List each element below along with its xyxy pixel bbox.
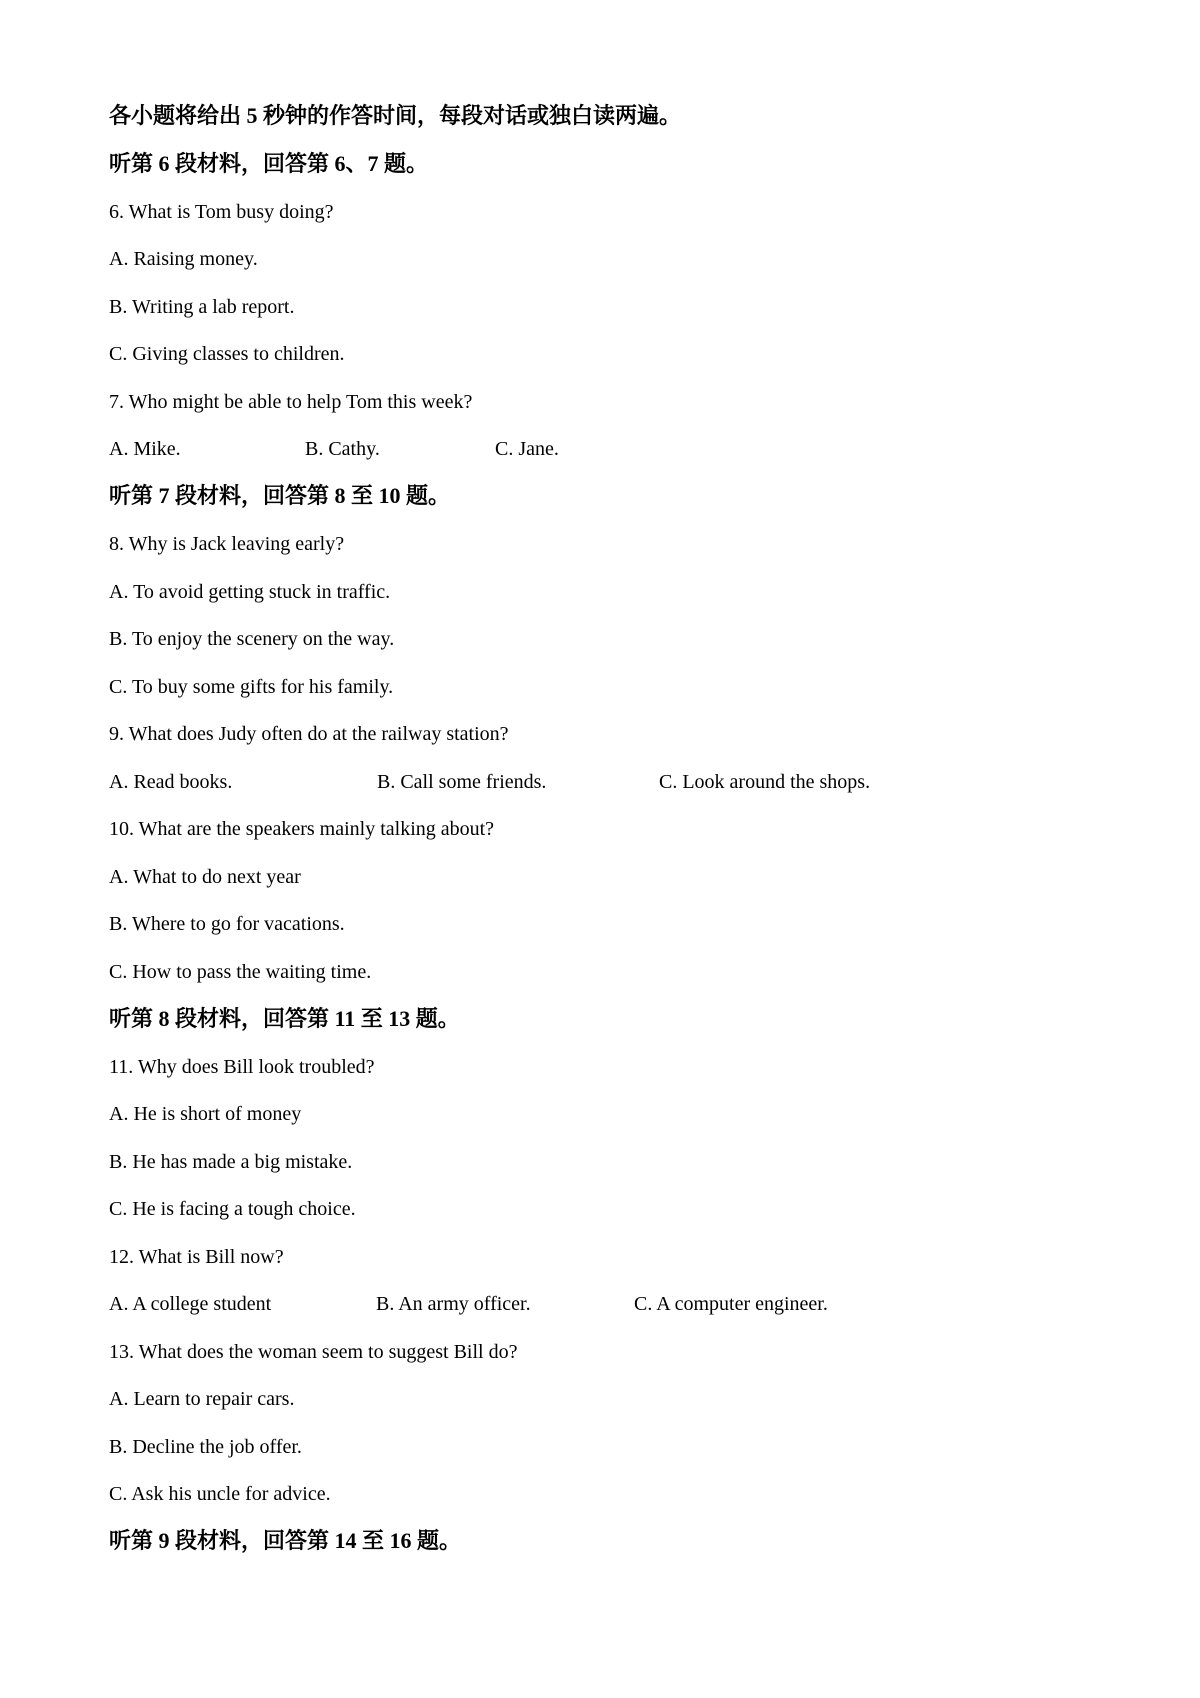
option-a: A. Mike. [109, 438, 181, 460]
option-a: A. Raising money. [109, 248, 258, 270]
option-b: B. An army officer. [376, 1293, 531, 1315]
options-row [109, 435, 1009, 463]
option-a: A. He is short of money [109, 1103, 302, 1125]
option-c: C. Look around the shops. [659, 771, 871, 793]
option-b: B. Where to go for vacations. [109, 913, 345, 935]
options-row [109, 1290, 1009, 1318]
option-b: B. Writing a lab report. [109, 296, 295, 318]
option-a: A. To avoid getting stuck in traffic. [109, 581, 391, 603]
options-row [109, 768, 1009, 796]
option-c: C. A computer engineer. [634, 1293, 828, 1315]
option-c: C. Ask his uncle for advice. [109, 1483, 331, 1505]
question-text: 13. What does the woman seem to suggest Bill do? [109, 1341, 518, 1363]
option-a: A. Read books. [109, 771, 233, 793]
question-text: 11. Why does Bill look troubled? [109, 1056, 375, 1078]
question-text: 10. What are the speakers mainly talking about? [109, 818, 495, 840]
option-b: B. Decline the job offer. [109, 1436, 302, 1458]
section-heading: 听第 9 段材料，回答第 14 至 16 题。 [109, 1528, 462, 1553]
option-b: B. He has made a big mistake. [109, 1151, 353, 1173]
option-c: C. Jane. [495, 438, 559, 460]
section-heading: 听第 6 段材料，回答第 6、7 题。 [109, 151, 429, 176]
option-a: A. A college student [109, 1293, 272, 1315]
intro-text: 各小题将给出 5 秒钟的作答时间，每段对话或独白读两遍。 [109, 103, 682, 128]
question-text: 6. What is Tom busy doing? [109, 201, 334, 223]
question-text: 7. Who might be able to help Tom this week? [109, 391, 473, 413]
option-b: B. Cathy. [305, 438, 380, 460]
option-a: A. What to do next year [109, 866, 301, 888]
option-b: B. Call some friends. [377, 771, 547, 793]
option-a: A. Learn to repair cars. [109, 1388, 295, 1410]
section-heading: 听第 8 段材料，回答第 11 至 13 题。 [109, 1006, 460, 1031]
option-b: B. To enjoy the scenery on the way. [109, 628, 395, 650]
option-c: C. To buy some gifts for his family. [109, 676, 394, 698]
option-c: C. How to pass the waiting time. [109, 961, 372, 983]
question-text: 8. Why is Jack leaving early? [109, 533, 345, 555]
section-heading: 听第 7 段材料，回答第 8 至 10 题。 [109, 483, 451, 508]
question-text: 12. What is Bill now? [109, 1246, 284, 1268]
question-text: 9. What does Judy often do at the railway station? [109, 723, 509, 745]
option-c: C. Giving classes to children. [109, 343, 345, 365]
option-c: C. He is facing a tough choice. [109, 1198, 356, 1220]
